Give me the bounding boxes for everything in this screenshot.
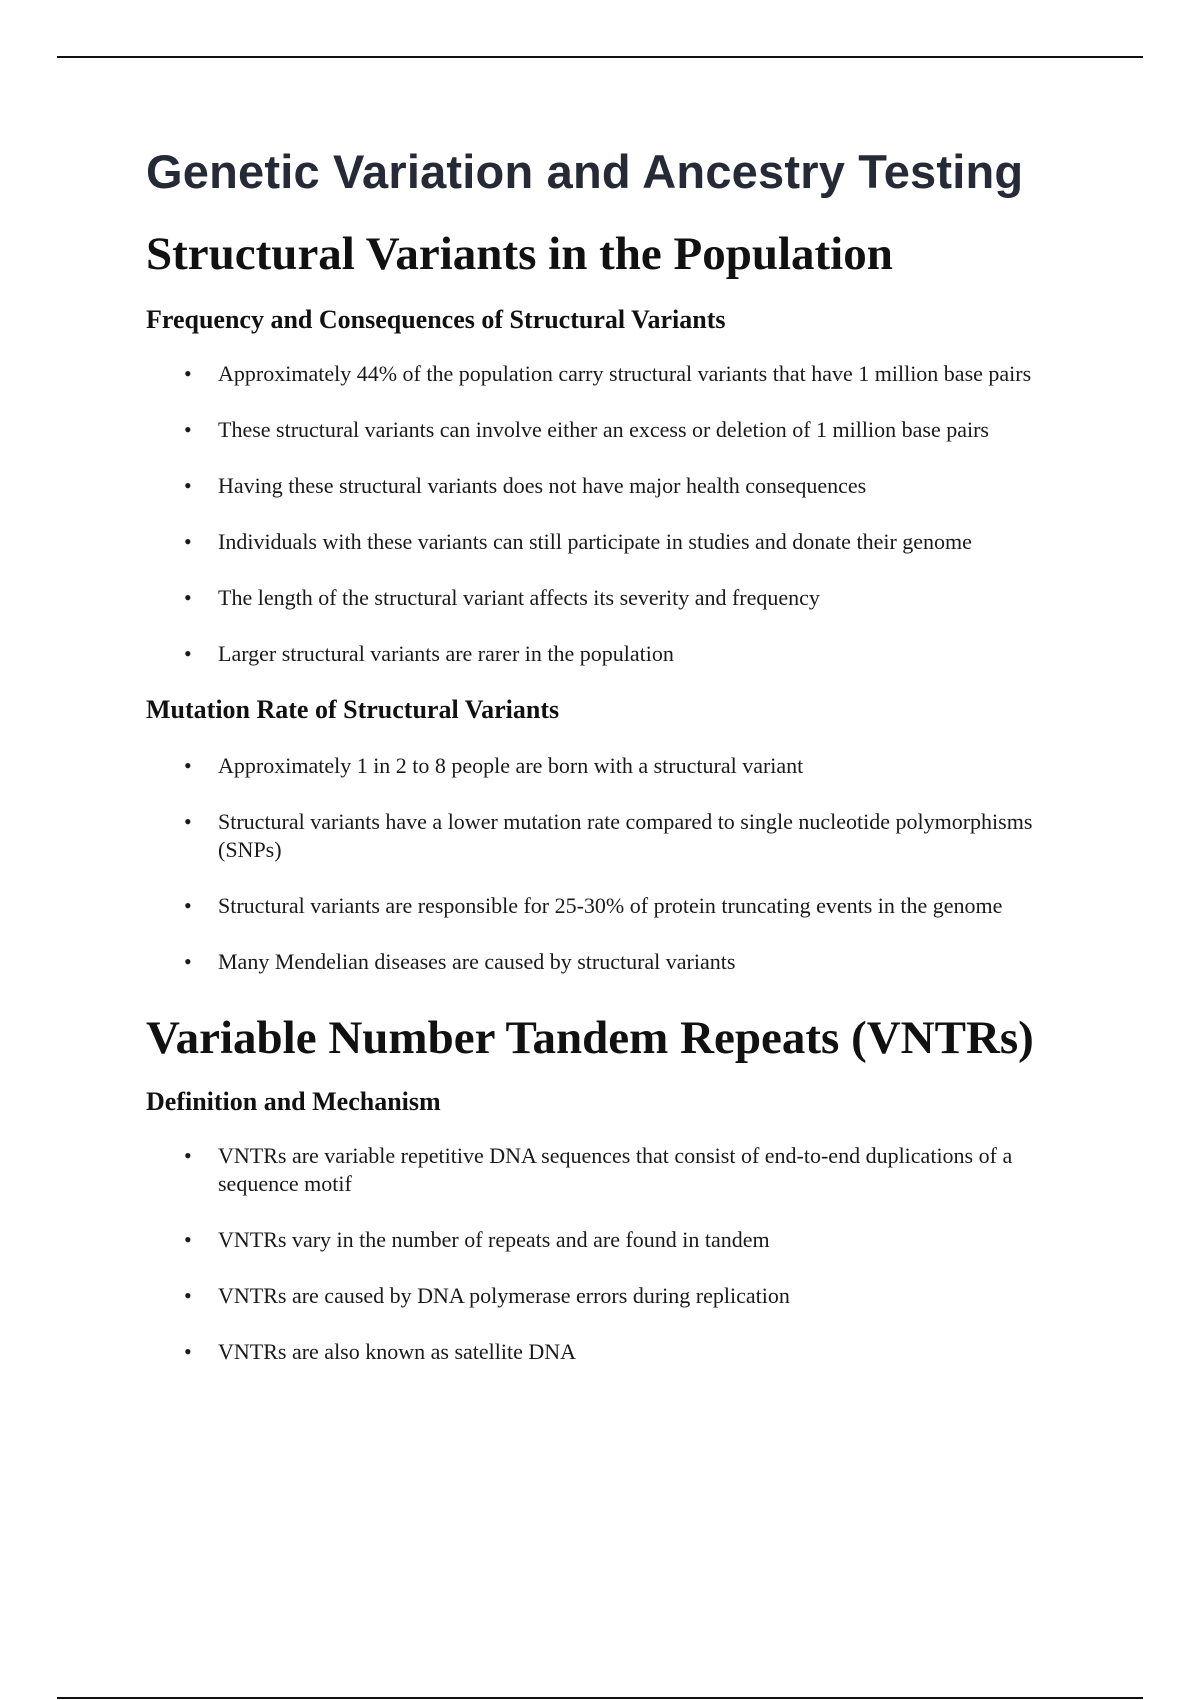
- list-item: [146, 1226, 1086, 1254]
- list-item-text: Structural variants are responsible for 25-30% of protein truncating events in the genome: [218, 893, 1003, 918]
- section-heading-vntrs: Variable Number Tandem Repeats (VNTRs): [146, 1012, 1034, 1064]
- bullet-list-frequency: [146, 360, 1086, 668]
- list-item-text: Structural variants have a lower mutation rate compared to single nucleotide polymorphisms (SNPs): [218, 809, 1033, 862]
- list-item-text: Approximately 44% of the population carry structural variants that have 1 million base pairs: [218, 361, 1032, 386]
- section-heading-structural-variants: Structural Variants in the Population: [146, 228, 893, 280]
- subsection-heading-frequency: Frequency and Consequences of Structural Variants: [146, 305, 726, 334]
- list-item-text: These structural variants can involve either an excess or deletion of 1 million base pairs: [218, 417, 989, 442]
- list-item-text: VNTRs vary in the number of repeats and are found in tandem: [218, 1227, 770, 1252]
- list-item-text: The length of the structural variant affects its severity and frequency: [218, 585, 820, 610]
- bullet-icon: •: [184, 949, 192, 974]
- bullet-icon: •: [184, 893, 192, 918]
- list-item: [146, 892, 1086, 920]
- page-top-rule: [57, 56, 1143, 58]
- bullet-icon: •: [184, 753, 192, 778]
- list-item-text: VNTRs are also known as satellite DNA: [218, 1339, 577, 1364]
- subsection-heading-definition: Definition and Mechanism: [146, 1087, 441, 1116]
- list-item: [146, 528, 1086, 556]
- bullet-icon: •: [184, 1283, 192, 1308]
- bullet-icon: •: [184, 417, 192, 442]
- list-item-text: Individuals with these variants can still participate in studies and donate their genome: [218, 529, 972, 554]
- list-item: [146, 416, 1086, 444]
- subsection-heading-mutation-rate: Mutation Rate of Structural Variants: [146, 695, 560, 724]
- list-item-text: Many Mendelian diseases are caused by structural variants: [218, 949, 736, 974]
- list-item-text: VNTRs are variable repetitive DNA sequences that consist of end-to-end duplications of a sequence motif: [218, 1143, 1013, 1196]
- list-item: [146, 1338, 1086, 1366]
- bullet-icon: •: [184, 1339, 192, 1364]
- list-item: [146, 472, 1086, 500]
- bullet-icon: •: [184, 529, 192, 554]
- bullet-list-mutation-rate: [146, 752, 1086, 976]
- bullet-icon: •: [184, 473, 192, 498]
- bullet-icon: •: [184, 585, 192, 610]
- list-item: [146, 752, 1086, 780]
- document-body: [146, 142, 1086, 1366]
- list-item: [146, 360, 1086, 388]
- bullet-icon: •: [184, 1143, 192, 1168]
- list-item: [146, 584, 1086, 612]
- bullet-icon: •: [184, 361, 192, 386]
- page-bottom-rule: [57, 1697, 1143, 1699]
- list-item: [146, 640, 1086, 668]
- list-item-text: VNTRs are caused by DNA polymerase errors during replication: [218, 1283, 790, 1308]
- bullet-icon: •: [184, 809, 192, 834]
- list-item: [146, 1142, 1086, 1198]
- list-item: [146, 808, 1086, 864]
- list-item: [146, 948, 1086, 976]
- list-item-text: Having these structural variants does not have major health consequences: [218, 473, 867, 498]
- bullet-icon: •: [184, 641, 192, 666]
- list-item-text: Larger structural variants are rarer in the population: [218, 641, 674, 666]
- list-item: [146, 1282, 1086, 1310]
- bullet-icon: •: [184, 1227, 192, 1252]
- list-item-text: Approximately 1 in 2 to 8 people are born with a structural variant: [218, 753, 804, 778]
- bullet-list-definition: [146, 1142, 1086, 1366]
- document-title: Genetic Variation and Ancestry Testing: [146, 145, 1024, 198]
